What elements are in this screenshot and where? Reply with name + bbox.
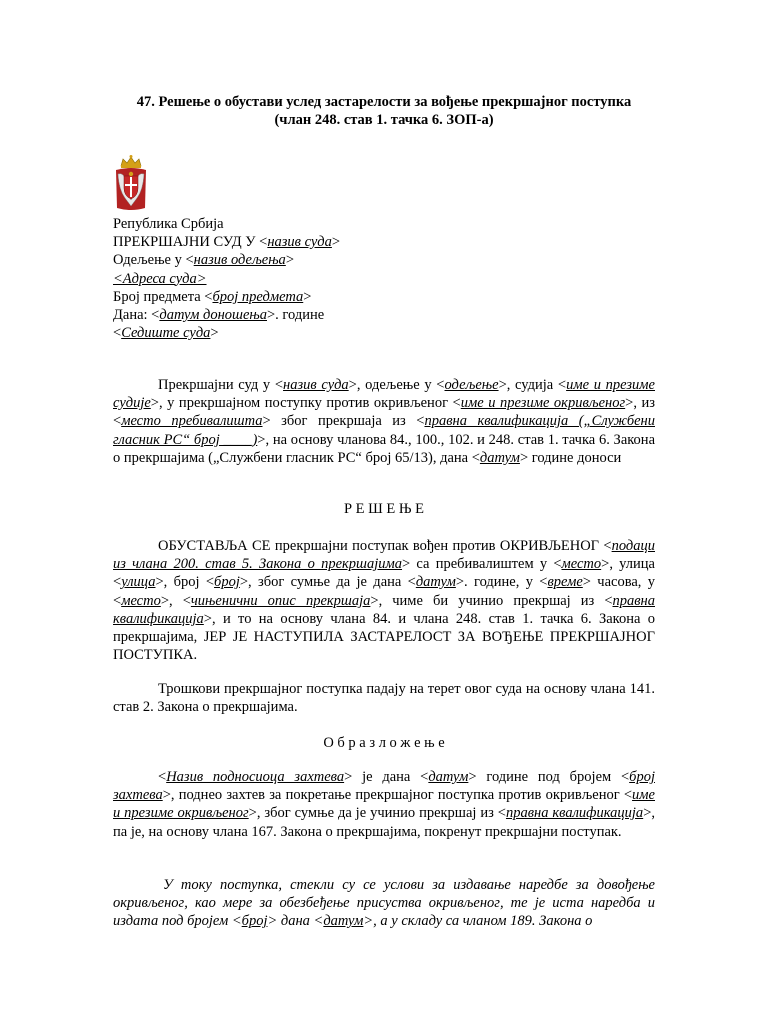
intro-paragraph <box>113 376 655 467</box>
department-line <box>113 251 340 269</box>
reasoning-paragraph-1 <box>113 768 655 841</box>
intro-text: >, судија < <box>498 377 567 393</box>
title-line-1: 47. Решење о обустави услед застарелости за вођење прекршајног поступка <box>136 94 632 110</box>
ruling-text: >, чиме би учинио прекршај из < <box>370 592 613 609</box>
ruling-text: >, < <box>160 592 191 609</box>
intro-placeholder: име и презиме судије <box>113 377 655 412</box>
court-line <box>113 233 340 251</box>
reasoning-text: У току поступка, стекли су се услови за издавање наредбе за довођење окривљеног, као мере за обезбеђење присуства окривљеног, те је иста наредба и издата под бројем < <box>113 877 655 930</box>
reasoning-text: > је дана < <box>344 769 429 785</box>
ruling-text: > са пребивалиштем у < <box>402 556 562 573</box>
seat-suffix: > <box>210 325 219 342</box>
ruling-placeholder: правна квалификација <box>113 592 655 627</box>
reasoning-placeholder: број захтева <box>113 769 655 804</box>
ruling-placeholder: број <box>214 574 240 591</box>
reasoning-placeholder: број <box>241 913 268 930</box>
ruling-placeholder: место <box>561 556 602 573</box>
intro-text: Прекршајни суд у < <box>158 377 284 393</box>
ruling-text: >, улица < <box>113 556 655 591</box>
date-prefix: Дана: < <box>113 307 160 324</box>
court-header <box>113 215 340 342</box>
reasoning-text: >, поднео захтев за покретање прекршајног поступка против окривљеног < <box>162 787 633 804</box>
ruling-placeholder: чињенични опис прекршаја <box>190 592 371 609</box>
court-name-placeholder: назив суда <box>267 234 332 251</box>
reasoning-placeholder: име и презиме окривљеног <box>113 787 655 822</box>
dept-suffix: > <box>285 252 294 269</box>
intro-text: > године доноси <box>519 449 622 466</box>
court-suffix: > <box>331 234 341 251</box>
costs-paragraph: Трошкови прекршајног поступка падају на терет овог суда на основу члана 141. став 2. Закона о прекршајима. <box>113 681 655 716</box>
date-line <box>113 306 340 324</box>
intro-placeholder: правна квалификација („Службени гласник РС“ број ____) <box>113 413 655 448</box>
ruling-text: >, и то на основу члана 84. и члана 248. став 1. тачка 6. Закона о прекршајима, ЈЕР ЈЕ НАСТУПИЛА ЗАСТАРЕЛОСТ ЗА ВОЂЕЊЕ ПРЕКРШАЈНОГ ПОСТУПКА. <box>113 610 655 664</box>
court-prefix: ПРЕКРШАЈНИ СУД У < <box>113 234 268 251</box>
case-suffix: > <box>303 288 312 305</box>
reasoning-heading: О б р а з л о ж е њ е <box>323 735 445 751</box>
ruling-text: >. године, у < <box>455 574 548 591</box>
reasoning-placeholder: датум <box>428 769 469 785</box>
intro-placeholder: одељење <box>444 377 499 393</box>
intro-placeholder: име и презиме окривљеног <box>460 395 626 412</box>
ruling-placeholder: место <box>121 592 161 609</box>
intro-text: >, на основу чланова 84., 100., 102. и 248. став 1. тачка 6. Закона о прекршајима („Службени гласник РС“ број 65/13), дана < <box>113 431 656 466</box>
intro-text: >, одељење у < <box>348 377 445 393</box>
coat-of-arms-icon <box>113 154 149 212</box>
resenje-heading: Р Е Ш Е Њ Е <box>343 501 425 517</box>
date-suffix: >. године <box>267 307 325 324</box>
court-address-placeholder: <Адреса суда> <box>113 270 207 287</box>
reasoning-paragraph-2 <box>113 876 655 931</box>
ruling-paragraph <box>113 537 655 664</box>
intro-placeholder: датум <box>479 449 520 466</box>
reasoning-placeholder: правна квалификација <box>505 805 644 822</box>
case-number-line <box>113 288 340 306</box>
reasoning-placeholder: Назив подносиоца захтева <box>166 769 345 785</box>
intro-placeholder: назив суда <box>283 377 349 393</box>
department-placeholder: назив одељења <box>193 252 286 269</box>
ruling-text: ОБУСТАВЉА СЕ прекршајни поступак вођен против ОКРИВЉЕНОГ < <box>158 538 612 554</box>
court-seat-placeholder: Седиште суда <box>121 325 211 342</box>
ruling-placeholder: подаци из члана 200. став 5. Закона о прекршајима <box>113 538 655 573</box>
intro-text: > због прекршаја из < <box>262 413 425 430</box>
reasoning-placeholder: датум <box>323 913 364 930</box>
ruling-text: >, због сумње да је дана < <box>239 574 416 591</box>
reasoning-text: >, због сумње да је учинио прекршај из < <box>248 805 506 822</box>
case-prefix: Број предмета < <box>113 288 213 305</box>
republic-line: Република Србија <box>113 216 224 232</box>
reasoning-text: > дана < <box>267 913 324 930</box>
seat-line <box>113 324 340 342</box>
ruling-text: >, број < <box>155 574 215 591</box>
intro-text: >, из < <box>113 395 655 430</box>
reasoning-text: > године под бројем < <box>468 769 630 785</box>
case-number-placeholder: број предмета <box>212 288 304 305</box>
seat-prefix: < <box>113 325 122 342</box>
ruling-placeholder: улица <box>121 574 156 591</box>
date-placeholder: датум доношења <box>159 307 267 324</box>
reasoning-text: >, а у складу са чланом 189. Закона о <box>363 913 593 930</box>
reasoning-text: < <box>158 769 167 785</box>
ruling-placeholder: датум <box>415 574 456 591</box>
dept-prefix: Одељење у < <box>113 252 194 269</box>
intro-text: >, у прекршајном поступку против окривљеног < <box>150 395 461 412</box>
title-line-2: (члан 248. став 1. тачка 6. ЗОП-а) <box>274 112 494 128</box>
intro-placeholder: место пребивалишта <box>121 413 263 430</box>
ruling-placeholder: време <box>547 574 583 591</box>
ruling-text: > часова, у < <box>113 574 656 609</box>
document-title <box>113 93 655 129</box>
reasoning-text: >, па је, на основу члана 167. Закона о прекршајима, покренут прекршајни поступак. <box>113 805 655 840</box>
